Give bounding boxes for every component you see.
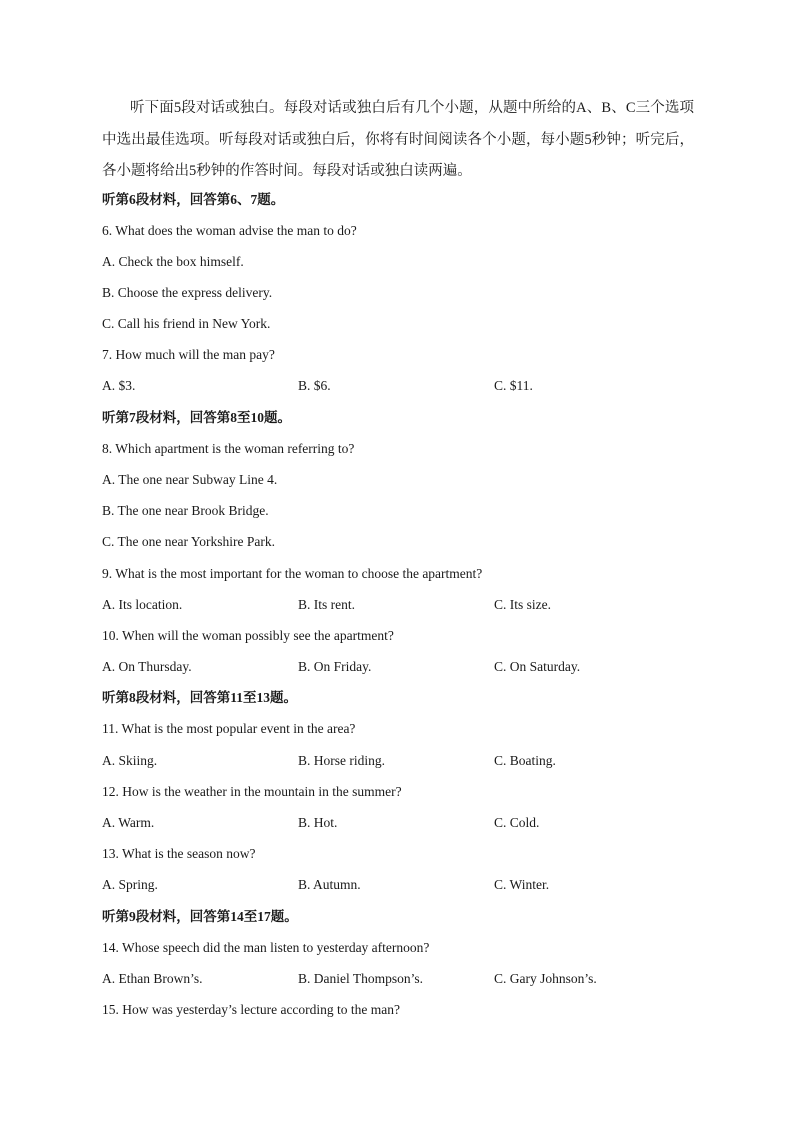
question-13-options	[102, 876, 702, 894]
question-15: 15. How was yesterday’s lecture according to the man?	[102, 1002, 401, 1017]
question-7-options	[102, 377, 702, 395]
question-7-option-b[interactable]: B. $6.	[298, 378, 331, 393]
section-heading-8: 听第8段材料，回答第11至13题。	[102, 690, 298, 705]
question-14-options	[102, 970, 702, 988]
question-9: 9. What is the most important for the woman to choose the apartment?	[102, 566, 483, 581]
question-12-option-c[interactable]: C. Cold.	[494, 815, 540, 830]
question-6-option-b[interactable]: B. Choose the express delivery.	[102, 285, 273, 300]
question-14-option-c[interactable]: C. Gary Johnson’s.	[494, 971, 597, 986]
question-8-option-c[interactable]: C. The one near Yorkshire Park.	[102, 534, 275, 549]
question-12-options	[102, 814, 702, 832]
question-7: 7. How much will the man pay?	[102, 347, 275, 362]
question-12-option-b[interactable]: B. Hot.	[298, 815, 338, 830]
section-heading-6: 听第6段材料，回答第6、7题。	[102, 192, 285, 207]
question-10: 10. When will the woman possibly see the apartment?	[102, 628, 394, 643]
question-9-option-c[interactable]: C. Its size.	[494, 597, 551, 612]
instructions-paragraph: 听下面5段对话或独白。每段对话或独白后有几个小题，从题中所给的A、B、C三个选项中选出最佳选项。听每段对话或独白后，你将有时间阅读各个小题，每小题5秒钟；听完后，各小题将给出5秒钟的作答时间。每段对话或独白读两遍。	[102, 100, 694, 179]
question-12-option-a[interactable]: A. Warm.	[102, 815, 155, 830]
question-7-option-a[interactable]: A. $3.	[102, 378, 136, 393]
question-8-option-b[interactable]: B. The one near Brook Bridge.	[102, 503, 269, 518]
question-7-option-c[interactable]: C. $11.	[494, 378, 533, 393]
section-heading-9: 听第9段材料，回答第14至17题。	[102, 909, 298, 924]
question-10-option-b[interactable]: B. On Friday.	[298, 659, 372, 674]
question-6: 6. What does the woman advise the man to do?	[102, 223, 357, 238]
section-heading-7: 听第7段材料，回答第8至10题。	[102, 410, 291, 425]
question-11-options	[102, 752, 702, 770]
question-14-option-b[interactable]: B. Daniel Thompson’s.	[298, 971, 424, 986]
question-6-option-c[interactable]: C. Call his friend in New York.	[102, 316, 271, 331]
question-11-option-a[interactable]: A. Skiing.	[102, 753, 158, 768]
question-10-option-c[interactable]: C. On Saturday.	[494, 659, 581, 674]
question-9-option-a[interactable]: A. Its location.	[102, 597, 183, 612]
question-13-option-a[interactable]: A. Spring.	[102, 877, 158, 892]
question-11-option-b[interactable]: B. Horse riding.	[298, 753, 385, 768]
question-14: 14. Whose speech did the man listen to yesterday afternoon?	[102, 940, 430, 955]
question-14-option-a[interactable]: A. Ethan Brown’s.	[102, 971, 203, 986]
question-8: 8. Which apartment is the woman referring to?	[102, 441, 355, 456]
question-8-option-a[interactable]: A. The one near Subway Line 4.	[102, 472, 278, 487]
question-13-option-c[interactable]: C. Winter.	[494, 877, 550, 892]
question-6-option-a[interactable]: A. Check the box himself.	[102, 254, 244, 269]
question-10-options	[102, 658, 702, 676]
question-9-option-b[interactable]: B. Its rent.	[298, 597, 355, 612]
question-11: 11. What is the most popular event in the area?	[102, 721, 356, 736]
question-10-option-a[interactable]: A. On Thursday.	[102, 659, 192, 674]
question-11-option-c[interactable]: C. Boating.	[494, 753, 556, 768]
question-12: 12. How is the weather in the mountain in the summer?	[102, 784, 402, 799]
question-13: 13. What is the season now?	[102, 846, 256, 861]
question-9-options	[102, 596, 702, 614]
question-13-option-b[interactable]: B. Autumn.	[298, 877, 361, 892]
